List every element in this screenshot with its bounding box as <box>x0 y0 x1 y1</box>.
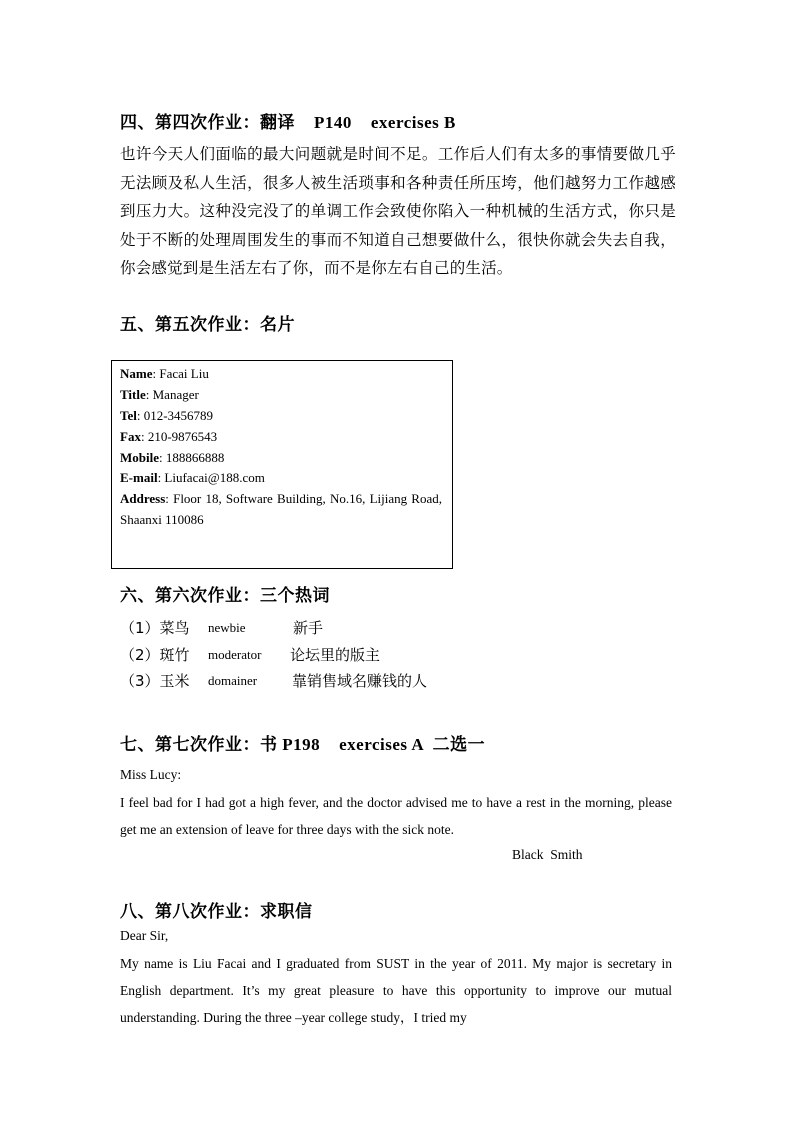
card-address-label: Address <box>120 491 166 506</box>
term-number-cn: （3）玉米 <box>120 672 190 690</box>
section6-heading: 六、第六次作业：三个热词 <box>120 586 330 605</box>
term-meaning: 靠销售域名赚钱的人 <box>292 672 428 690</box>
card-fax-label: Fax <box>120 429 141 444</box>
term-row <box>120 617 324 643</box>
card-mobile-value: : 188866888 <box>159 450 225 465</box>
section8-heading: 八、第八次作业：求职信 <box>120 902 313 921</box>
term-english: domainer <box>208 673 258 688</box>
term-number-cn: （2）斑竹 <box>120 646 190 664</box>
card-title-row <box>120 384 199 405</box>
card-mobile-label: Mobile <box>120 450 159 465</box>
card-name-row <box>120 363 209 384</box>
cover-letter-body: My name is Liu Facai and I graduated from SUST in the year of 2011. My major is secretary in English department. It’s my great pleasure to have this opportunity to improve our mutual understanding. During the three –year college study，I tried my <box>120 956 672 1025</box>
card-title-label: Title <box>120 387 146 402</box>
card-fax-value: : 210-9876543 <box>140 429 218 444</box>
term-meaning: 新手 <box>293 619 324 637</box>
term-row <box>120 644 381 670</box>
letter-salutation: Miss Lucy: <box>120 767 182 782</box>
term-number-cn: （1）菜鸟 <box>120 619 190 637</box>
section5-heading: 五、第五次作业：名片 <box>120 315 295 334</box>
card-tel-row <box>120 405 213 426</box>
cover-letter-salutation: Dear Sir, <box>120 928 169 943</box>
term-row <box>120 670 428 696</box>
section4-heading: 四、第四次作业：翻译 P140 exercises B <box>120 113 456 132</box>
card-email-label: E-mail <box>120 470 158 485</box>
section7-heading: 七、第七次作业：书 P198 exercises A 二选一 <box>120 735 486 754</box>
card-title-value: : Manager <box>145 387 199 402</box>
business-card <box>111 360 453 569</box>
card-mobile-row <box>120 447 224 468</box>
card-fax-row <box>120 426 217 447</box>
card-name-label: Name <box>120 366 153 381</box>
letter-signature: Black Smith <box>512 847 583 862</box>
card-tel-label: Tel <box>120 408 137 423</box>
card-address-value: : Floor 18, Software Building, No.16, Lijiang Road, Shaanxi 110086 <box>120 491 442 527</box>
letter-body: I feel bad for I had got a high fever, and the doctor advised me to have a rest in the morning, please get me an extension of leave for three days with the sick note. <box>120 795 672 837</box>
card-email-row <box>120 467 265 488</box>
card-tel-value: : 012-3456789 <box>136 408 214 423</box>
section4-paragraph: 也许今天人们面临的最大问题就是时间不足。工作后人们有太多的事情要做几乎无法顾及私人生活，很多人被生活琐事和各种责任所压垮，他们越努力工作越感到压力大。这种没完没了的单调工作会致使你陷入一种机械的生活方式，你只是处于不断的处理周围发生的事而不知道自己想要做什么，很快你就会失去自我，你会感觉到是生活左右了你，而不是你左右自己的生活。 <box>120 145 676 277</box>
term-english: moderator <box>208 647 262 662</box>
card-email-value: : Liufacai@188.com <box>157 470 265 485</box>
card-address-row <box>120 488 442 530</box>
term-english: newbie <box>208 620 246 635</box>
card-name-value: : Facai Liu <box>152 366 209 381</box>
term-meaning: 论坛里的版主 <box>290 646 381 664</box>
